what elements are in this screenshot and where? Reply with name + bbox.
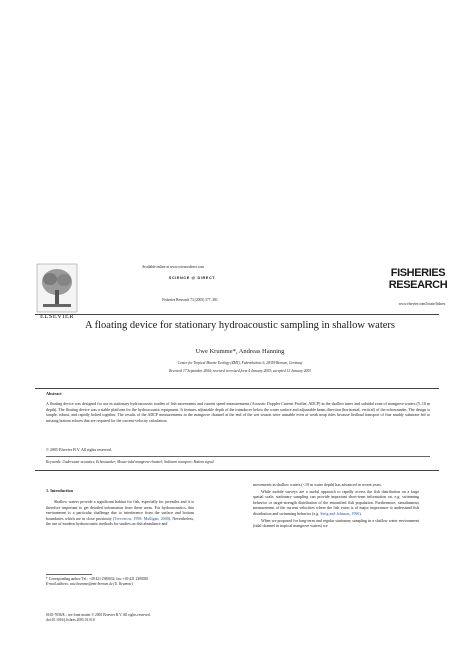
email-note: E-mail address: uwe.krumme@zmt-bremen.de (U. Krumme). [46,582,134,586]
right-paragraph-2b: ). [359,510,362,516]
publisher-name: ELSEVIER [40,313,74,320]
article-title: A floating device for stationary hydroacoustic sampling in shallow waters [85,320,395,331]
citation-link[interactable]: Trevorrow, 1998; Mulligan, 2000 [114,515,169,521]
right-paragraph-2a: While mobile surveys are a useful approach to rapidly access the fish distribution on a large spatial scale, stationary sampling can provide important short-term information on, e.g. swimming behavior or target-strength distribution of the ensonified fish population. Furthermore, simultaneous measurement of the current velocities where the fish swim is of major importance to understand fish distribution and swimming behavior (e.g. [253,488,419,516]
right-paragraph-1: movements in shallow waters (<10 m water depth) has advanced in recent years. [253,482,382,487]
intro-text-part-2: ). Nevertheless, the use of modern hydroacoustic methods for studies on fish abundance and [46,515,194,527]
intro-text-part-1: Shallow waters provide a significant habitat for fish, especially for juveniles and it is therefore important to get detailed information from these areas. For hydroacoustics, this environment is a particular challenge due to interference from the surface and bottom boundaries which are in close proximity ( [46,499,194,521]
body-top-divider [35,470,439,471]
abstract-text: A floating device was designed for use in stationary hydroacoustic studies of fish movements and current speed measurements (Acoustic Doppler Current Profiler, ADCP) in the shallow inner and subtidal zone of mangrove waters (5–10 m depth). The floating device was a stable platform for the hydroacoustic equipment. It features adjustable depth of the transducer below the water surface and adjustable beam direction (horizontal, vertical) of the echosounder. The design is simple, robust, and rapidly bolted together. The results of the ADCP measurements in the mangrove channel at the end of the wet season were unstable even at weak neap tides because bedload transport of fine muddy substrate led to missing bottom echoes that are required for the current-velocity calculation. [46,401,430,423]
received-dates: Received 17 September 2004; received in revised form 4 January 2005; accepted 12 January 2005 [169,369,311,373]
article-authors: Uwe Krumme*, Andreas Hanning [195,348,285,355]
author-affiliation: Center for Tropical Marine Ecology (ZMT), Fahrenheitstr. 6, 28359 Bremen, Germany [177,361,303,365]
footnote-divider [46,574,92,575]
keywords-divider [46,456,430,457]
issn-line: 0165-7836/$ – see front matter © 2005 Elsevier B.V. All rights reserved. [46,613,151,617]
keywords-line: Keywords: Underwater acoustics; Echosounder; Mouse-tidal mangrove channel; Sediment transport; Bottom signal [46,460,214,464]
corresponding-author-note: * Corresponding author. Tel.: +49 421 2380032; fax: +49 421 2380030. [46,577,150,581]
sciencedirect-logo: SCIENCE @ DIRECT [168,276,216,280]
header-divider [35,314,439,315]
left-column-text [46,499,194,527]
citation-link[interactable]: Steig and Johnson, 1996 [320,510,360,516]
elsevier-tree-logo [35,262,79,318]
copyright-line: © 2005 Elsevier B.V. All rights reserved. [46,447,112,452]
introduction-heading: 1. Introduction [46,488,73,493]
right-paragraph-3: When we proposed for long-term and regular stationary sampling in a shallow water environment (tidal channel in tropical mangrove waters) we [253,517,419,529]
bottom-info [46,613,246,623]
abstract-heading: Abstract [46,391,62,396]
available-online-line: Available online at www.sciencedirect.com [141,265,205,269]
journal-logo-bottom: RESEARCH [388,279,448,291]
journal-logo-top: FISHERIES [390,267,446,279]
footnotes [46,577,196,587]
abstract-top-divider [35,388,439,389]
journal-reference: Fisheries Research 73 (2005) 377–381 [162,298,218,302]
doi-line: doi:10.1016/j.fishres.2005.01.010 [46,618,95,622]
journal-url: www.elsevier.com/locate/fishres [398,302,446,306]
right-column-text [253,482,419,529]
